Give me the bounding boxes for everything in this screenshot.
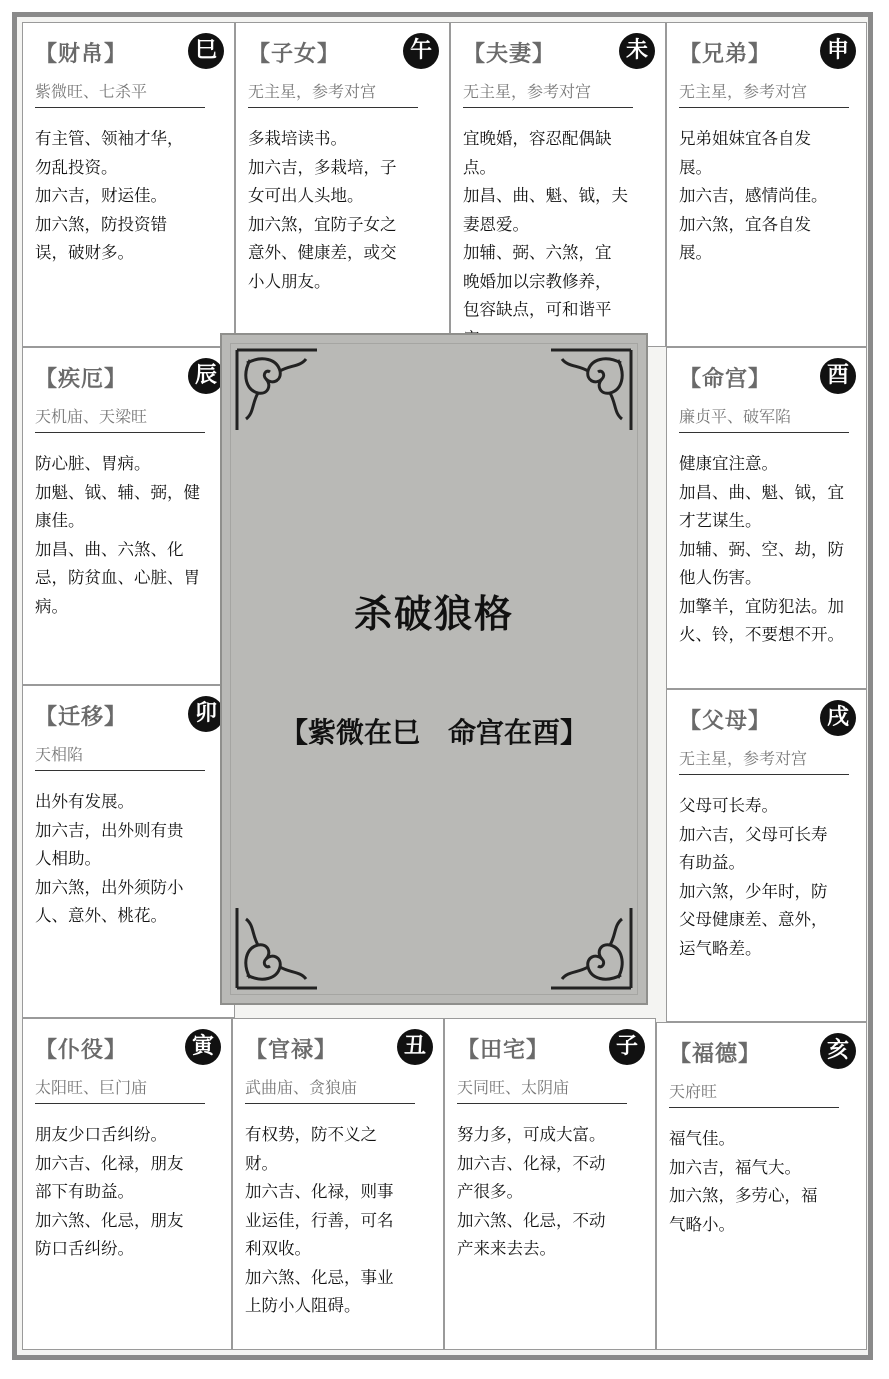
desc-line: 展。 [679,157,712,177]
branch-badge: 戌 [820,700,856,736]
palace-chen [22,347,235,685]
desc-line: 加六吉、化禄，朋友 [35,1153,184,1173]
branch-badge: 丑 [397,1029,433,1065]
palace-title: 【疾厄】 [35,367,128,392]
branch-badge: 亥 [820,1033,856,1069]
desc-line: 防口舌纠纷。 [35,1239,134,1258]
desc-line: 有助益。 [679,853,745,872]
palace-stars: 无主星，参考对宫 [248,79,418,108]
desc-line: 上防小人阻碍。 [245,1296,361,1315]
palace-stars: 天相陷 [35,742,205,771]
desc-line: 福气佳。 [669,1129,735,1148]
palace-shen [666,22,867,347]
desc-line: 加六吉，出外则有贵 [35,820,184,840]
desc-line: 病。 [35,596,68,616]
palace-description [679,125,856,268]
desc-line: 加六煞，宜各自发 [679,214,811,234]
desc-line: 误，破财多。 [35,243,134,262]
branch-badge: 午 [403,33,439,69]
palace-stars: 天府旺 [669,1079,839,1108]
desc-line: 产很多。 [457,1182,523,1201]
desc-line: 加六煞、化忌，事业 [245,1267,394,1287]
desc-line: 有主管、领袖才华， [35,129,184,148]
palace-wei [450,22,666,347]
palace-title: 【父母】 [679,709,772,734]
desc-line: 加六吉、化禄，则事 [245,1182,394,1201]
palace-stars: 天同旺、太阴庙 [457,1075,627,1104]
palace-description [35,788,224,931]
desc-line: 气略小。 [669,1214,735,1234]
desc-line: 加六吉，财运佳。 [35,186,167,205]
palace-description [679,450,856,650]
branch-badge: 未 [619,33,655,69]
palace-description [457,1121,645,1264]
ornament-bottom-right-icon [546,903,636,993]
palace-hai [656,1022,867,1350]
branch-badge: 卯 [188,696,224,732]
palace-description [35,1121,221,1264]
desc-line: 火、铃，不要想不开。 [679,625,844,644]
palace-description [248,125,439,296]
desc-line: 加昌、曲、魁、钺，宜 [679,482,844,502]
palace-mao [22,685,235,1018]
desc-line: 有权势，防不义之 [245,1125,377,1144]
desc-line: 加六煞，出外须防小 [35,877,184,897]
desc-line: 努力多，可成大富。 [457,1125,606,1144]
desc-line: 加六吉，多栽培，子 [248,157,397,177]
desc-line: 父母可长寿。 [679,796,778,815]
desc-line: 利双收。 [245,1239,311,1258]
palace-description [463,125,655,353]
desc-line: 加六煞，少年时，防 [679,881,828,901]
desc-line: 宜晚婚，容忍配偶缺 [463,129,612,148]
palace-title: 【子女】 [248,42,341,67]
desc-line: 父母健康差、意外， [679,910,828,929]
desc-line: 业运佳，行善，可名 [245,1210,394,1230]
desc-line: 加六煞，多劳心，福 [669,1186,818,1205]
desc-line: 加魁、钺、辅、弼，健 [35,482,200,502]
desc-line: 产来来去去。 [457,1239,556,1258]
desc-line: 财。 [245,1153,278,1173]
desc-line: 兄弟姐妹宜各自发 [679,129,811,148]
palace-stars: 无主星，参考对宫 [679,79,849,108]
desc-line: 女可出人头地。 [248,186,364,205]
desc-line: 意外、健康差，或交 [248,243,397,262]
desc-line: 晚婚加以宗教修养， [463,271,612,291]
desc-line: 加六煞，宜防子女之 [248,214,397,234]
desc-line: 妻恩爱。 [463,214,529,234]
ornament-top-left-icon [232,345,322,435]
palace-yin [22,1018,232,1350]
branch-badge: 申 [820,33,856,69]
desc-line: 运气略差。 [679,938,762,958]
palace-description [35,125,224,268]
palace-description [35,450,224,621]
palace-title: 【福德】 [669,1042,762,1067]
desc-line: 加六煞，防投资错 [35,214,167,234]
desc-line: 展。 [679,243,712,262]
ornament-bottom-left-icon [232,903,322,993]
palace-stars: 太阳旺、巨门庙 [35,1075,205,1104]
desc-line: 多栽培读书。 [248,129,347,148]
center-panel [220,333,648,1005]
palace-title: 【夫妻】 [463,42,556,67]
branch-badge: 巳 [188,33,224,69]
desc-line: 加辅、弼、六煞，宜 [463,243,612,262]
palace-title: 【仆役】 [35,1038,128,1063]
desc-line: 加六吉，感情尚佳。 [679,186,828,205]
palace-title: 【官禄】 [245,1038,338,1063]
ornament-top-right-icon [546,345,636,435]
desc-line: 部下有助益。 [35,1182,134,1201]
desc-line: 小人朋友。 [248,271,331,291]
palace-you [666,347,867,689]
branch-badge: 酉 [820,358,856,394]
desc-line: 包容缺点，可和谐平 [463,300,612,319]
desc-line: 加六吉，父母可长寿 [679,824,828,844]
chart-title: 杀破狼格 [353,592,514,636]
palace-chou [232,1018,444,1350]
desc-line: 点。 [463,157,496,177]
desc-line: 加擎羊，宜防犯法。加 [679,596,844,616]
desc-line: 防心脏、胃病。 [35,454,151,473]
desc-line: 人、意外、桃花。 [35,906,167,925]
palace-title: 【迁移】 [35,705,128,730]
palace-title: 【田宅】 [457,1038,550,1063]
desc-line: 才艺谋生。 [679,511,762,530]
branch-badge: 子 [609,1029,645,1065]
palace-stars: 无主星，参考对宫 [679,746,849,775]
desc-line: 他人伤害。 [679,568,762,587]
palace-stars: 廉贞平、破军陷 [679,404,849,433]
palace-si [22,22,235,347]
palace-description [679,792,856,963]
palace-description [669,1125,856,1239]
desc-line: 忌，防贫血、心脏、胃 [35,568,200,587]
desc-line: 康佳。 [35,511,85,530]
center-inner-border [230,343,638,995]
palace-wu [235,22,450,347]
desc-line: 出外有发展。 [35,792,134,811]
desc-line: 加六吉，福气大。 [669,1157,801,1177]
desc-line: 健康宜注意。 [679,454,778,473]
branch-badge: 寅 [185,1029,221,1065]
desc-line: 人相助。 [35,849,101,868]
desc-line: 加六吉、化禄，不动 [457,1153,606,1173]
palace-zi [444,1018,656,1350]
desc-line: 加六煞、化忌，不动 [457,1210,606,1230]
desc-line: 朋友少口舌纠纷。 [35,1125,167,1144]
chart-subtitle: 【紫微在巳 命宫在酉】 [279,716,588,749]
desc-line: 加辅、弼、空、劫，防 [679,539,844,559]
palace-xu [666,689,867,1022]
desc-line: 加昌、曲、六煞、化 [35,539,184,559]
palace-description [245,1121,433,1321]
palace-stars: 紫微旺、七杀平 [35,79,205,108]
palace-title: 【财帛】 [35,42,128,67]
palace-title: 【命宫】 [679,367,772,392]
palace-title: 【兄弟】 [679,42,772,67]
branch-badge: 辰 [188,358,224,394]
palace-stars: 武曲庙、贪狼庙 [245,1075,415,1104]
desc-line: 加六煞、化忌，朋友 [35,1210,184,1230]
desc-line: 加昌、曲、魁、钺，夫 [463,186,628,205]
palace-stars: 天机庙、天梁旺 [35,404,205,433]
desc-line: 勿乱投资。 [35,157,118,177]
palace-stars: 无主星，参考对宫 [463,79,633,108]
